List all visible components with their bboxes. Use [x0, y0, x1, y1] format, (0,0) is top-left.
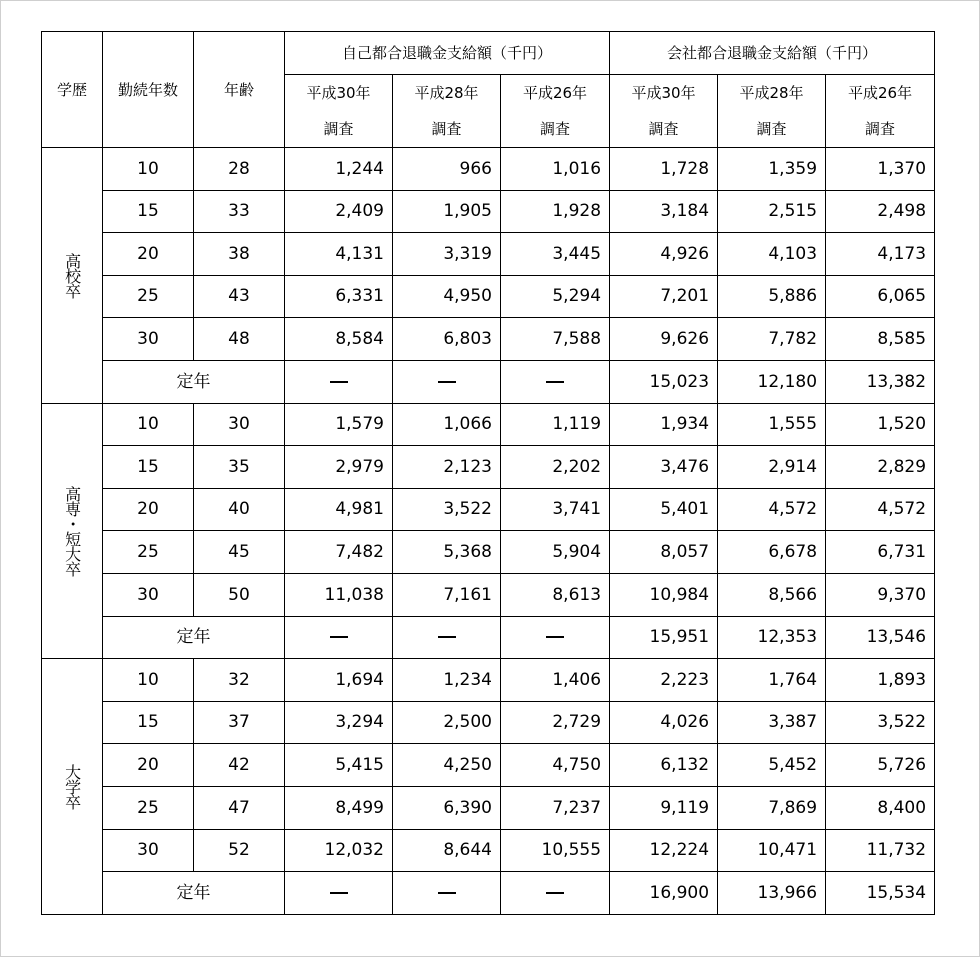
amount-cell: 4,250	[393, 744, 501, 787]
amount-cell: 1,764	[718, 659, 826, 702]
amount-cell: 2,914	[718, 446, 826, 489]
amount-cell: 9,370	[826, 573, 935, 616]
survey-word: 調査	[323, 120, 354, 138]
amount-cell: 6,065	[826, 275, 935, 318]
table-row	[42, 403, 935, 446]
amount-cell: 1,066	[393, 403, 501, 446]
amount-cell: 12,032	[285, 829, 393, 872]
age-cell: 40	[194, 488, 285, 531]
years-cell: 10	[103, 403, 194, 446]
retirement-row	[42, 872, 935, 915]
amount-cell: 5,401	[610, 488, 718, 531]
years-cell: 15	[103, 701, 194, 744]
retirement-row	[42, 360, 935, 403]
years-cell: 20	[103, 233, 194, 276]
amount-cell: 13,546	[826, 616, 935, 659]
table-row	[42, 318, 935, 361]
amount-cell: 4,572	[826, 488, 935, 531]
amount-cell: 2,829	[826, 446, 935, 489]
dash-mark	[438, 636, 456, 638]
age-cell: 43	[194, 275, 285, 318]
amount-cell: 11,038	[285, 573, 393, 616]
amount-cell: 12,180	[718, 360, 826, 403]
amount-cell: 6,678	[718, 531, 826, 574]
amount-cell: 1,359	[718, 148, 826, 191]
amount-cell: 6,390	[393, 786, 501, 829]
years-cell: 25	[103, 531, 194, 574]
amount-cell: 3,319	[393, 233, 501, 276]
dash-mark	[330, 636, 348, 638]
not-applicable-cell	[285, 872, 393, 915]
age-cell: 42	[194, 744, 285, 787]
amount-cell: 11,732	[826, 829, 935, 872]
amount-cell: 1,694	[285, 659, 393, 702]
amount-cell: 7,869	[718, 786, 826, 829]
years-cell: 20	[103, 744, 194, 787]
dash-mark	[438, 381, 456, 383]
amount-cell: 3,741	[501, 488, 610, 531]
years-cell: 20	[103, 488, 194, 531]
not-applicable-cell	[393, 616, 501, 659]
amount-cell: 12,224	[610, 829, 718, 872]
years-cell: 30	[103, 318, 194, 361]
amount-cell: 9,626	[610, 318, 718, 361]
amount-cell: 7,237	[501, 786, 610, 829]
amount-cell: 1,119	[501, 403, 610, 446]
dash-mark	[546, 636, 564, 638]
header-survey-h28-company	[718, 75, 826, 148]
amount-cell: 4,572	[718, 488, 826, 531]
education-group-cell	[42, 148, 103, 404]
amount-cell: 5,886	[718, 275, 826, 318]
amount-cell: 2,979	[285, 446, 393, 489]
amount-cell: 15,951	[610, 616, 718, 659]
amount-cell: 3,445	[501, 233, 610, 276]
amount-cell: 3,522	[826, 701, 935, 744]
amount-cell: 6,731	[826, 531, 935, 574]
age-cell: 32	[194, 659, 285, 702]
amount-cell: 2,498	[826, 190, 935, 233]
not-applicable-cell	[501, 872, 610, 915]
age-cell: 35	[194, 446, 285, 489]
amount-cell: 966	[393, 148, 501, 191]
survey-word: 調査	[865, 120, 896, 138]
header-survey-h26-self	[501, 75, 610, 148]
years-cell: 30	[103, 573, 194, 616]
amount-cell: 8,057	[610, 531, 718, 574]
not-applicable-cell	[285, 360, 393, 403]
amount-cell: 8,499	[285, 786, 393, 829]
dash-mark	[546, 892, 564, 894]
survey-year: 平成30年	[306, 84, 371, 102]
survey-word: 調査	[540, 120, 571, 138]
education-group-label: 高専・短大卒	[62, 485, 82, 576]
amount-cell: 9,119	[610, 786, 718, 829]
amount-cell: 8,613	[501, 573, 610, 616]
amount-cell: 2,515	[718, 190, 826, 233]
survey-year: 平成30年	[631, 84, 696, 102]
table-row	[42, 488, 935, 531]
amount-cell: 2,500	[393, 701, 501, 744]
table-row	[42, 573, 935, 616]
amount-cell: 1,579	[285, 403, 393, 446]
amount-cell: 8,584	[285, 318, 393, 361]
not-applicable-cell	[393, 872, 501, 915]
table-row	[42, 148, 935, 191]
table-row	[42, 659, 935, 702]
amount-cell: 7,588	[501, 318, 610, 361]
amount-cell: 2,223	[610, 659, 718, 702]
table-row	[42, 531, 935, 574]
header-years: 勤続年数	[103, 32, 194, 148]
survey-year: 平成28年	[739, 84, 804, 102]
header-survey-h28-self	[393, 75, 501, 148]
amount-cell: 4,103	[718, 233, 826, 276]
retirement-label: 定年	[103, 616, 285, 659]
amount-cell: 1,016	[501, 148, 610, 191]
amount-cell: 5,294	[501, 275, 610, 318]
amount-cell: 6,132	[610, 744, 718, 787]
amount-cell: 1,928	[501, 190, 610, 233]
amount-cell: 1,555	[718, 403, 826, 446]
header-education: 学歴	[42, 32, 103, 148]
amount-cell: 4,981	[285, 488, 393, 531]
years-cell: 15	[103, 446, 194, 489]
years-cell: 10	[103, 148, 194, 191]
retirement-allowance-table	[41, 31, 935, 915]
table-row	[42, 829, 935, 872]
amount-cell: 4,131	[285, 233, 393, 276]
survey-word: 調査	[648, 120, 679, 138]
dash-mark	[330, 381, 348, 383]
table-row	[42, 786, 935, 829]
amount-cell: 2,123	[393, 446, 501, 489]
amount-cell: 7,782	[718, 318, 826, 361]
age-cell: 30	[194, 403, 285, 446]
amount-cell: 7,161	[393, 573, 501, 616]
table-row	[42, 701, 935, 744]
retirement-label: 定年	[103, 360, 285, 403]
amount-cell: 8,566	[718, 573, 826, 616]
survey-word: 調査	[756, 120, 787, 138]
survey-year: 平成26年	[522, 84, 588, 102]
age-cell: 37	[194, 701, 285, 744]
education-group-label: 高校卒	[62, 252, 82, 298]
not-applicable-cell	[501, 360, 610, 403]
table-row	[42, 190, 935, 233]
header-self-group: 自己都合退職金支給額（千円）	[285, 32, 610, 75]
age-cell: 45	[194, 531, 285, 574]
amount-cell: 1,905	[393, 190, 501, 233]
retirement-label: 定年	[103, 872, 285, 915]
survey-word: 調査	[431, 120, 462, 138]
survey-year: 平成28年	[414, 84, 479, 102]
amount-cell: 7,201	[610, 275, 718, 318]
amount-cell: 8,644	[393, 829, 501, 872]
amount-cell: 6,331	[285, 275, 393, 318]
amount-cell: 13,382	[826, 360, 935, 403]
amount-cell: 8,400	[826, 786, 935, 829]
table-row	[42, 275, 935, 318]
table-row	[42, 233, 935, 276]
education-group-label: 大学卒	[62, 763, 82, 809]
amount-cell: 4,173	[826, 233, 935, 276]
not-applicable-cell	[501, 616, 610, 659]
not-applicable-cell	[285, 616, 393, 659]
header-company-group: 会社都合退職金支給額（千円）	[610, 32, 935, 75]
amount-cell: 2,409	[285, 190, 393, 233]
amount-cell: 3,184	[610, 190, 718, 233]
years-cell: 15	[103, 190, 194, 233]
age-cell: 38	[194, 233, 285, 276]
amount-cell: 1,406	[501, 659, 610, 702]
amount-cell: 12,353	[718, 616, 826, 659]
amount-cell: 10,984	[610, 573, 718, 616]
dash-mark	[546, 381, 564, 383]
amount-cell: 7,482	[285, 531, 393, 574]
amount-cell: 15,023	[610, 360, 718, 403]
header-survey-h30-company	[610, 75, 718, 148]
dash-mark	[330, 892, 348, 894]
amount-cell: 5,415	[285, 744, 393, 787]
retirement-row	[42, 616, 935, 659]
amount-cell: 10,555	[501, 829, 610, 872]
header-survey-h26-company	[826, 75, 935, 148]
age-cell: 48	[194, 318, 285, 361]
amount-cell: 8,585	[826, 318, 935, 361]
education-group-cell	[42, 659, 103, 915]
amount-cell: 1,370	[826, 148, 935, 191]
years-cell: 25	[103, 275, 194, 318]
amount-cell: 13,966	[718, 872, 826, 915]
amount-cell: 2,729	[501, 701, 610, 744]
years-cell: 30	[103, 829, 194, 872]
amount-cell: 2,202	[501, 446, 610, 489]
header-age: 年齢	[194, 32, 285, 148]
amount-cell: 1,520	[826, 403, 935, 446]
education-group-cell	[42, 403, 103, 659]
amount-cell: 3,522	[393, 488, 501, 531]
amount-cell: 15,534	[826, 872, 935, 915]
header-survey-h30-self	[285, 75, 393, 148]
age-cell: 50	[194, 573, 285, 616]
amount-cell: 5,904	[501, 531, 610, 574]
amount-cell: 10,471	[718, 829, 826, 872]
amount-cell: 1,234	[393, 659, 501, 702]
amount-cell: 5,726	[826, 744, 935, 787]
amount-cell: 1,934	[610, 403, 718, 446]
dash-mark	[438, 892, 456, 894]
amount-cell: 16,900	[610, 872, 718, 915]
table-row	[42, 446, 935, 489]
amount-cell: 6,803	[393, 318, 501, 361]
age-cell: 47	[194, 786, 285, 829]
amount-cell: 5,452	[718, 744, 826, 787]
amount-cell: 3,387	[718, 701, 826, 744]
years-cell: 10	[103, 659, 194, 702]
table-row	[42, 744, 935, 787]
amount-cell: 4,026	[610, 701, 718, 744]
age-cell: 33	[194, 190, 285, 233]
not-applicable-cell	[393, 360, 501, 403]
amount-cell: 1,728	[610, 148, 718, 191]
amount-cell: 4,950	[393, 275, 501, 318]
years-cell: 25	[103, 786, 194, 829]
age-cell: 52	[194, 829, 285, 872]
amount-cell: 4,750	[501, 744, 610, 787]
amount-cell: 5,368	[393, 531, 501, 574]
amount-cell: 3,476	[610, 446, 718, 489]
amount-cell: 1,893	[826, 659, 935, 702]
survey-year: 平成26年	[848, 84, 913, 102]
age-cell: 28	[194, 148, 285, 191]
amount-cell: 4,926	[610, 233, 718, 276]
amount-cell: 3,294	[285, 701, 393, 744]
amount-cell: 1,244	[285, 148, 393, 191]
